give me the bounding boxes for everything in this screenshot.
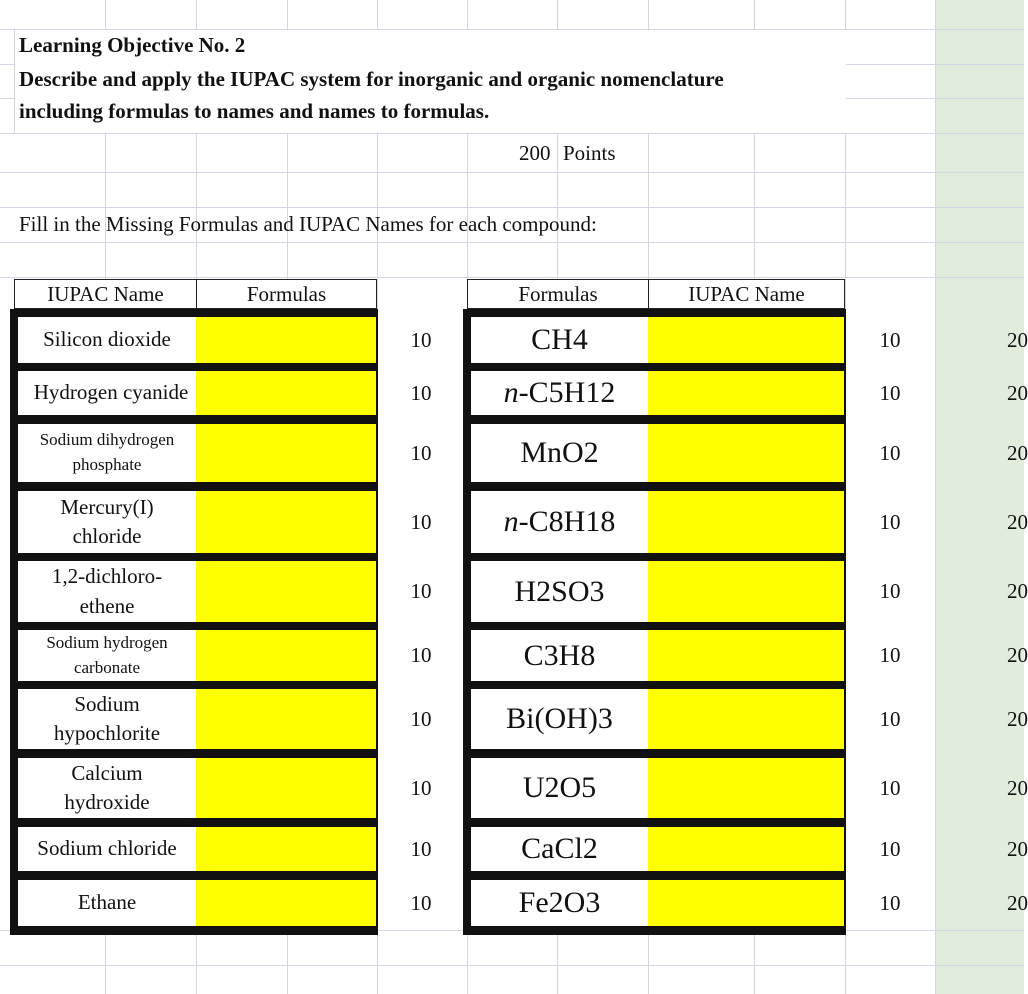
right-formula-cell — [471, 689, 648, 749]
compound-name: Calcium hydroxide — [64, 760, 150, 814]
row-total: 20 — [1007, 440, 1028, 465]
row-points: 10 — [879, 890, 901, 915]
formula-answer-cell[interactable] — [196, 371, 376, 415]
row-points: 10 — [879, 775, 901, 800]
name-answer-cell[interactable] — [648, 561, 844, 622]
objective-title: Learning Objective No. 2 — [19, 33, 246, 57]
formula-prefix: n — [503, 376, 519, 409]
name-answer-cell[interactable] — [648, 317, 844, 363]
instruction-text: Fill in the Missing Formulas and IUPAC Names for each compound: — [19, 212, 597, 236]
row-total: 20 — [1007, 775, 1028, 800]
name-answer-cell[interactable] — [648, 630, 844, 681]
formula-text: CH4 — [531, 323, 588, 356]
name-answer-cell[interactable] — [648, 491, 844, 553]
row-total: 20 — [1007, 327, 1028, 352]
row-points: 10 — [879, 579, 901, 603]
row-points: 10 — [410, 836, 432, 861]
left-name-cell — [18, 317, 196, 363]
header-left-formulas: Formulas — [196, 279, 377, 309]
right-formula-cell — [471, 491, 648, 553]
formula-answer-cell[interactable] — [196, 827, 376, 871]
compound-name: Sodium hydrogen carbonate — [46, 632, 168, 677]
right-formula-cell — [471, 880, 648, 926]
left-name-cell — [18, 689, 196, 749]
row-points: 10 — [879, 643, 901, 667]
formula-answer-cell[interactable] — [196, 630, 376, 681]
right-formula-cell — [471, 317, 648, 363]
row-points: 10 — [879, 509, 901, 534]
formula-answer-cell[interactable] — [196, 689, 376, 749]
compound-name: Sodium dihydrogen phosphate — [39, 430, 175, 474]
left-name-cell — [18, 371, 196, 415]
formula-answer-cell[interactable] — [196, 424, 376, 482]
compound-name: 1,2-dichloro-ethene — [51, 564, 163, 618]
formula-answer-cell[interactable] — [196, 317, 376, 363]
left-name-cell — [18, 880, 196, 926]
row-points: 10 — [410, 327, 432, 352]
points-label: Points — [563, 141, 616, 165]
formula-answer-cell[interactable] — [196, 491, 376, 553]
row-points: 10 — [879, 380, 901, 405]
row-points: 10 — [879, 327, 901, 352]
name-answer-cell[interactable] — [648, 880, 844, 926]
objective-description-line2: including formulas to names and names to formulas. — [19, 99, 490, 123]
left-name-cell — [18, 827, 196, 871]
right-formula-cell — [471, 561, 648, 622]
compound-name: Sodium hypochlorite — [53, 691, 161, 745]
formula-answer-cell[interactable] — [196, 880, 376, 926]
compound-name: Ethane — [77, 890, 137, 915]
row-points: 10 — [879, 836, 901, 861]
row-points: 10 — [410, 380, 432, 405]
row-points: 10 — [410, 509, 432, 534]
header-right-iupac-name: IUPAC Name — [648, 279, 845, 309]
formula-text: C3H8 — [523, 638, 596, 672]
row-total: 20 — [1007, 706, 1028, 731]
name-answer-cell[interactable] — [648, 424, 844, 482]
header-left-iupac-name: IUPAC Name — [14, 279, 197, 309]
name-answer-cell[interactable] — [648, 827, 844, 871]
formula-text: CaCl2 — [521, 832, 598, 865]
compound-name: Hydrogen cyanide — [33, 380, 189, 405]
right-formula-cell — [471, 424, 648, 482]
formula-answer-cell[interactable] — [196, 758, 376, 818]
row-total: 20 — [1007, 836, 1028, 861]
row-total: 20 — [1007, 509, 1028, 534]
row-total: 20 — [1007, 579, 1028, 603]
name-answer-cell[interactable] — [648, 758, 844, 818]
formula-text: -C8H18 — [518, 505, 616, 538]
row-points: 10 — [410, 706, 432, 731]
row-points: 10 — [410, 440, 432, 465]
formula-text: -C5H12 — [518, 376, 616, 409]
formula-text: MnO2 — [520, 436, 599, 469]
name-answer-cell[interactable] — [648, 371, 844, 415]
objective-description-line1: Describe and apply the IUPAC system for inorganic and organic nomenclature — [19, 67, 724, 91]
row-total: 20 — [1007, 890, 1028, 915]
right-formula-cell — [471, 630, 648, 681]
row-points: 10 — [410, 579, 432, 603]
row-total: 20 — [1007, 380, 1028, 405]
row-points: 10 — [410, 775, 432, 800]
formula-text: U2O5 — [522, 771, 597, 804]
left-name-cell — [18, 630, 196, 681]
compound-name: Sodium chloride — [37, 836, 177, 861]
right-formula-cell — [471, 827, 648, 871]
right-formula-cell — [471, 371, 648, 415]
formula-prefix: n — [503, 505, 519, 538]
row-points: 10 — [410, 890, 432, 915]
formula-text: Bi(OH)3 — [506, 702, 613, 735]
name-answer-cell[interactable] — [648, 689, 844, 749]
points-value: 200 — [519, 141, 551, 165]
compound-name: Mercury(I) chloride — [60, 494, 154, 548]
formula-text: H2SO3 — [514, 574, 605, 608]
formula-answer-cell[interactable] — [196, 561, 376, 622]
left-name-cell — [18, 424, 196, 482]
row-points: 10 — [879, 706, 901, 731]
left-name-cell — [18, 561, 196, 622]
right-formula-cell — [471, 758, 648, 818]
formula-text: Fe2O3 — [518, 886, 601, 919]
header-right-formulas: Formulas — [467, 279, 649, 309]
left-name-cell — [18, 491, 196, 553]
row-points: 10 — [410, 643, 432, 667]
left-name-cell — [18, 758, 196, 818]
row-total: 20 — [1007, 643, 1028, 667]
compound-name: Silicon dioxide — [43, 327, 171, 352]
row-points: 10 — [879, 440, 901, 465]
